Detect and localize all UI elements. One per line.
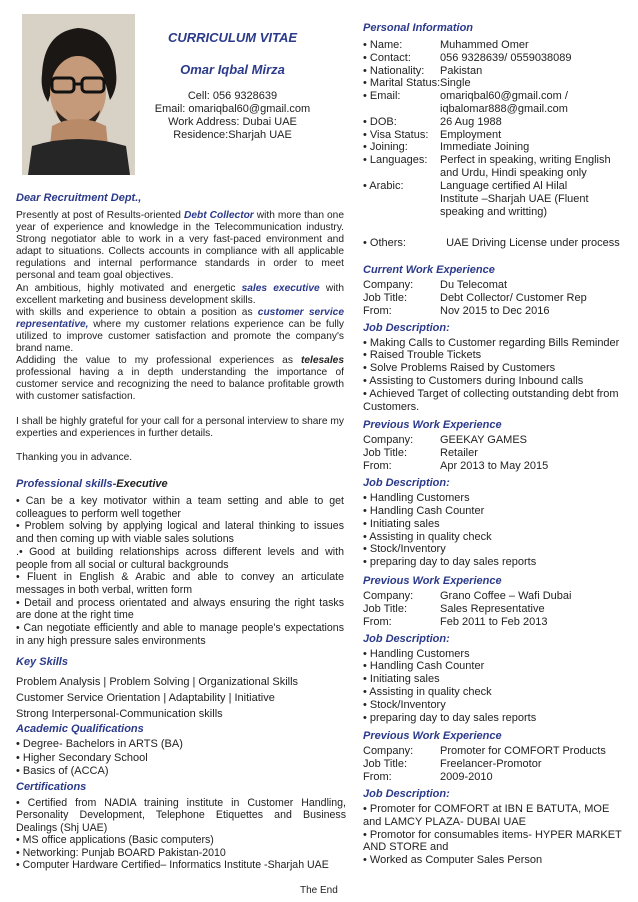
emphasis-text: customer service representative, <box>16 306 344 330</box>
job-field-value: Du Telecomat <box>440 279 508 291</box>
professional-skills-heading <box>16 478 168 490</box>
info-label: • Others: <box>363 237 406 250</box>
info-value: 056 9328639/ 0559038089 <box>440 51 572 64</box>
header-email: Email: omariqbal60@gmail.com <box>154 103 311 115</box>
cover-letter <box>16 210 344 464</box>
job-duty-item: • Initiating sales <box>363 517 440 530</box>
academic-list <box>16 738 346 779</box>
job-field-value: Promoter for COMFORT Products <box>440 745 606 758</box>
emphasis-text: telesales <box>300 355 344 367</box>
certifications-list <box>16 797 346 871</box>
personal-info-table <box>363 39 623 250</box>
personal-info-row <box>363 90 623 116</box>
candidate-name: Omar Iqbal Mirza <box>180 62 285 77</box>
header-work-address: Work Address: Dubai UAE <box>168 116 297 128</box>
personal-info-row <box>363 52 623 65</box>
letter-paragraph-1 <box>16 210 344 283</box>
job-block <box>363 419 625 568</box>
job-field-value: Apr 2013 to May 2015 <box>440 460 549 473</box>
job-field-row <box>363 616 625 629</box>
skill-item: • Can be a key motivator within a team setting and able to get colleagues to perform well together <box>16 495 344 520</box>
job-field-row <box>363 447 625 460</box>
certifications-heading: Certifications <box>16 781 87 793</box>
job-duty-item: • Worked as Computer Sales Person <box>363 854 543 867</box>
job-block <box>363 730 625 867</box>
letter-paragraph-6: Thanking you in advance. <box>16 451 133 463</box>
info-label: • Arabic: <box>363 179 404 192</box>
job-heading: Previous Work Experience <box>363 574 502 587</box>
job-field-row <box>363 758 625 771</box>
text-run: where my customer relations experience can be fully utilized to improve customer satisfaction and promote the company's brand name. <box>16 318 344 355</box>
personal-info-row <box>363 129 623 142</box>
job-field-label: Company: <box>363 589 414 602</box>
job-field-value: Nov 2015 to Dec 2016 <box>440 304 550 317</box>
job-field-value: Sales Representative <box>440 602 545 615</box>
key-skills-list <box>16 674 346 722</box>
job-duty-item: • Assisting in quality check <box>363 685 492 698</box>
info-value: UAE Driving License under process <box>440 237 620 250</box>
info-value: Single <box>440 77 471 90</box>
job-field-label: Job Title: <box>363 447 408 460</box>
person-portrait-icon <box>22 14 135 175</box>
professional-skills-list <box>16 495 344 647</box>
job-duty-item: • preparing day to day sales reports <box>363 556 537 569</box>
job-duty-item: • Raised Trouble Tickets <box>363 349 482 362</box>
job-field-value: Grano Coffee – Wafi Dubai <box>440 589 572 602</box>
skill-item: .• Good at building relationships across different levels and with people from all social or cultural backgrounds <box>16 545 344 571</box>
academic-item: • Degree- Bachelors in ARTS (BA) <box>16 738 183 750</box>
skill-item: • Problem solving by applying logical and lateral thinking to issues and then coming up with viable sales solutions <box>16 520 344 546</box>
letter-paragraph-3 <box>16 307 344 355</box>
certification-item: • Certified from NADIA training institute in Customer Handling, Personality Development, Telephone Etiquettes and Business Dealings (Shj UAE) <box>16 797 346 834</box>
skill-item: • Detail and process orientated and always ensuring the right tasks are done at the right time <box>16 596 344 622</box>
info-label: • DOB: <box>363 115 397 128</box>
certification-item: • Computer Hardware Certified– Informatics Institute -Sharjah UAE <box>16 859 329 872</box>
personal-info-row <box>363 180 623 218</box>
emphasis-text: Debt Collector <box>183 210 254 221</box>
job-field-row <box>363 279 625 292</box>
job-field-row <box>363 590 625 603</box>
certification-item: • MS office applications (Basic computers) <box>16 834 214 847</box>
academic-item: • Higher Secondary School <box>16 751 148 764</box>
key-skill-line: Strong Interpersonal-Communication skills <box>16 708 223 720</box>
emphasis-text: sales executive <box>241 282 320 294</box>
job-field-value: Debt Collector/ Customer Rep <box>440 291 587 304</box>
job-field-row <box>363 745 625 758</box>
text-run: with skills and experience to obtain a position as <box>16 306 258 318</box>
job-field-label: From: <box>363 460 392 473</box>
job-duty-item: • Stock/Inventory <box>363 698 446 711</box>
job-duty-item: • Solve Problems Raised by Customers <box>363 362 556 375</box>
job-duty-item: • Handling Cash Counter <box>363 504 485 517</box>
job-duty-item: • Achieved Target of collecting outstanding debt from Customers. <box>363 387 619 413</box>
job-field-value: Feb 2011 to Feb 2013 <box>440 615 548 628</box>
job-duty-item: • Stock/Inventory <box>363 543 446 556</box>
personal-info-row <box>363 237 623 250</box>
info-value: Perfect in speaking, writing English and Urdu, Hindi speaking only <box>440 154 611 180</box>
info-label: • Marital Status: <box>363 77 441 90</box>
text-run: with more than one year of experience and knowledge in the Telecommunication industry. Strong negotiator able to work in a very fast-paced environment and adapt to situations. Collects accounts in compliance with all applicable regulations and internal performance standards in order to meet personal and team goal objectives. <box>16 210 344 282</box>
job-field-value: 2009-2010 <box>440 771 493 784</box>
job-duty-item: • Promotor for consumables items- HYPER MARKET AND STORE and <box>363 828 622 854</box>
text-run: professional having a in depth understanding the importance of customer service and recognizing the need to balance profitable growth with customer satisfaction. <box>16 367 344 403</box>
info-label: • Email: <box>363 90 401 103</box>
info-value: Pakistan <box>440 64 483 77</box>
cv-title: CURRICULUM VITAE <box>167 30 298 45</box>
job-field-row <box>363 460 625 473</box>
job-duty-item: • Assisting to Customers during Inbound calls <box>363 375 584 388</box>
letter-paragraph-4 <box>16 355 344 403</box>
job-description-heading: Job Description: <box>363 321 450 334</box>
job-field-value: Retailer <box>440 447 478 460</box>
job-field-label: Job Title: <box>363 291 408 304</box>
key-skill-line: Customer Service Orientation | Adaptability | Initiative <box>16 692 275 704</box>
job-duty-item: • Making Calls to Customer regarding Bills Reminder <box>363 336 620 349</box>
the-end-footer: The End <box>300 885 338 896</box>
job-field-label: Job Title: <box>363 602 408 615</box>
job-field-value: GEEKAY GAMES <box>440 434 528 447</box>
job-field-label: Company: <box>363 279 414 291</box>
info-value: Employment <box>440 128 502 141</box>
text-run: Addiding the value to my professional experiences as <box>16 355 301 367</box>
personal-info-row <box>363 154 623 180</box>
job-duty-item: • Assisting in quality check <box>363 530 492 543</box>
info-label: • Nationality: <box>363 64 425 77</box>
key-skills-heading: Key Skills <box>16 656 68 668</box>
job-description-heading: Job Description: <box>363 477 450 490</box>
info-value: Muhammed Omer <box>440 39 529 51</box>
job-duty-item: • Handling Cash Counter <box>363 660 485 673</box>
info-value: omariqbal60@gmail.com / iqbalomar888@gmail.com <box>440 90 568 116</box>
professional-skills-heading-a: Professional skills- <box>16 478 117 490</box>
certification-item: • Networking: Punjab BOARD Pakistan-2010 <box>16 846 226 859</box>
job-duty-item: • Handling Customers <box>363 647 470 660</box>
personal-info-row <box>363 141 623 154</box>
academic-heading: Academic Qualifications <box>16 723 144 735</box>
info-label: • Contact: <box>363 51 411 64</box>
personal-info-row <box>363 116 623 129</box>
job-description-heading: Job Description: <box>363 788 450 801</box>
personal-info-heading: Personal Information <box>363 22 474 34</box>
academic-item: • Basics of (ACCA) <box>16 765 109 777</box>
job-field-label: From: <box>363 304 392 317</box>
professional-skills-heading-b: Executive <box>116 478 168 490</box>
job-field-label: Company: <box>363 434 414 447</box>
job-block <box>363 575 625 724</box>
job-field-row <box>363 603 625 616</box>
letter-paragraph-2 <box>16 283 344 307</box>
job-field-label: Job Title: <box>363 758 408 771</box>
job-heading: Previous Work Experience <box>363 730 502 743</box>
job-field-label: From: <box>363 615 392 628</box>
info-value: 26 Aug 1988 <box>440 115 502 128</box>
job-duty-item: • Handling Customers <box>363 492 470 505</box>
info-value: Language certified Al Hilal Institute –Sharjah UAE (Fluent speaking and writting) <box>440 179 589 218</box>
job-field-row <box>363 771 625 784</box>
info-label: • Languages: <box>363 154 428 167</box>
job-heading: Previous Work Experience <box>363 419 502 432</box>
job-field-value: Freelancer-Promotor <box>440 758 542 771</box>
job-field-row <box>363 434 625 447</box>
personal-info-row <box>363 77 623 90</box>
key-skill-line: Problem Analysis | Problem Solving | Organizational Skills <box>16 676 299 688</box>
job-duty-item: • Promoter for COMFORT at IBN E BATUTA, MOE and LAMCY PLAZA- DUBAI UAE <box>363 803 610 828</box>
info-label: • Visa Status: <box>363 128 429 141</box>
job-duty-item: • Initiating sales <box>363 673 440 686</box>
header-cell: Cell: 056 9328639 <box>187 90 278 102</box>
job-field-row <box>363 305 625 318</box>
text-run: An ambitious, highly motivated and energetic <box>16 282 242 294</box>
header-residence: Residence:Sharjah UAE <box>173 129 292 141</box>
job-field-label: From: <box>363 771 392 784</box>
job-duty-item: • preparing day to day sales reports <box>363 711 537 724</box>
profile-photo <box>22 14 135 175</box>
info-label: • Joining: <box>363 141 408 154</box>
info-label: • Name: <box>363 39 403 51</box>
job-heading: Current Work Experience <box>363 264 495 276</box>
work-experience <box>363 264 625 873</box>
job-field-label: Company: <box>363 745 414 758</box>
salutation: Dear Recruitment Dept., <box>16 192 142 204</box>
skill-item: • Can negotiate efficiently and able to manage people's expectations in any high pressure sales environments <box>16 622 344 647</box>
text-run: with excellent marketing and business development skills. <box>16 282 344 306</box>
job-field-row <box>363 292 625 305</box>
personal-info-row <box>363 65 623 78</box>
text-run: Presently at post of Results-oriented <box>16 210 184 221</box>
personal-info-row <box>363 39 623 52</box>
skill-item: • Fluent in English & Arabic and able to convey an articulate messages in both verbal, written form <box>16 571 344 596</box>
job-description-heading: Job Description: <box>363 632 450 645</box>
letter-paragraph-5: I shall be highly grateful for your call for a personal interview to share my experties and experiences in further details. <box>16 415 344 439</box>
info-value: Immediate Joining <box>440 141 530 154</box>
job-block <box>363 264 625 413</box>
